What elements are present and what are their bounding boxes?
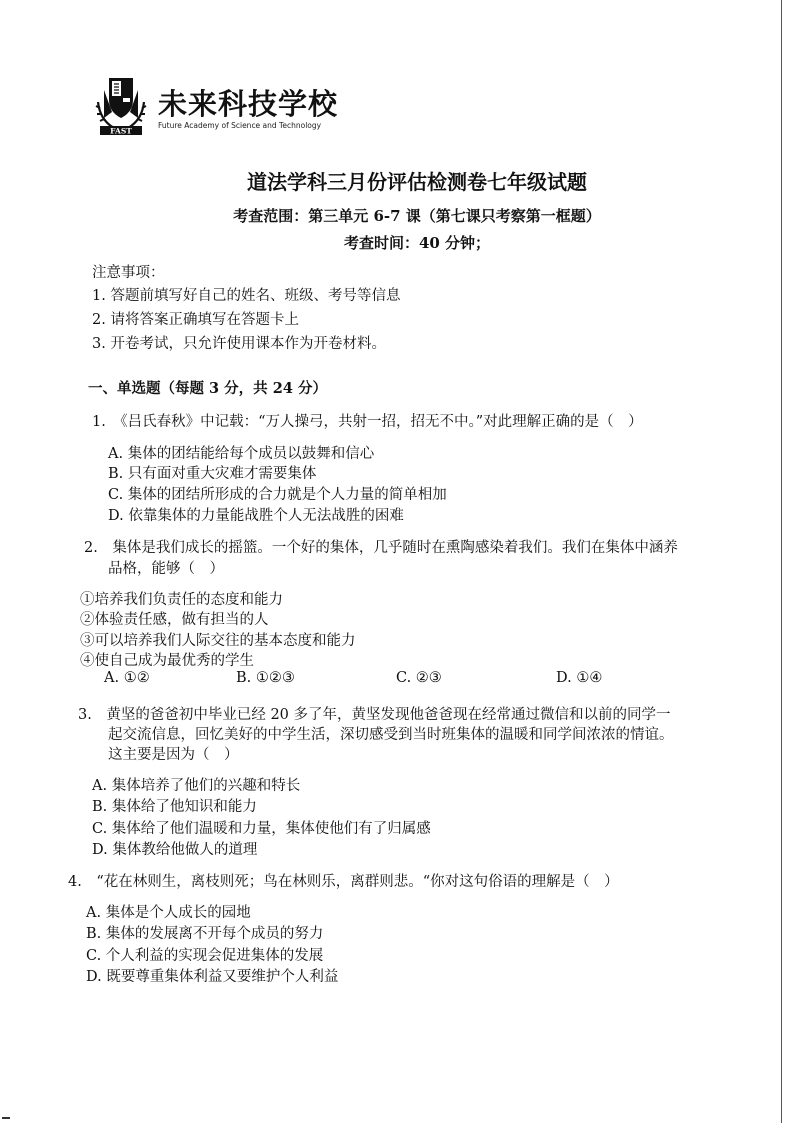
question-1-option-c: C. 集体的团结所形成的合力就是个人力量的简单相加 bbox=[108, 487, 447, 503]
question-2-option-c: C. ②③ bbox=[396, 670, 442, 686]
question-1-option-a: A. 集体的团结能给每个成员以鼓舞和信心 bbox=[108, 446, 375, 462]
scan-mark bbox=[2, 1117, 10, 1119]
question-3-stem: 3. 黄坚的爸爸初中毕业已经 20 多了年，黄坚发现他爸爸现在经常通过微信和以前的同学一 bbox=[78, 707, 671, 723]
note-item: 3. 开卷考试，只允许使用课本作为开卷材料。 bbox=[92, 336, 386, 352]
school-name: 未来科技学校 bbox=[158, 87, 339, 121]
section-heading: 一、单选题（每题 3 分，共 24 分） bbox=[88, 380, 327, 397]
question-1-option-b: B. 只有面对重大灾难才需要集体 bbox=[108, 466, 317, 482]
exam-time: 考查时间：40 分钟； bbox=[343, 234, 491, 252]
question-3-option-a: A. 集体培养了他们的兴趣和特长 bbox=[92, 778, 301, 794]
question-2-stem-cont: 品格，能够（ ） bbox=[108, 561, 224, 577]
question-4-option-b: B. 集体的发展离不开每个成员的努力 bbox=[86, 926, 324, 942]
question-2-option-b: B. ①②③ bbox=[236, 670, 295, 686]
question-3-stem-cont: 起交流信息，回忆美好的中学生活，深切感受到当时班集体的温暖和同学间浓浓的情谊。 bbox=[108, 727, 674, 743]
question-2-statement: ②体验责任感，做有担当的人 bbox=[80, 612, 269, 628]
question-3-option-c: C. 集体给了他们温暖和力量，集体使他们有了归属感 bbox=[92, 821, 431, 837]
question-4-stem: 4. “花在林则生，离枝则死；鸟在林则乐，离群则悲。“你对这句俗语的理解是（ ） bbox=[68, 874, 619, 890]
question-1-stem: 1. 《吕氏春秋》中记载：“万人操弓，共射一招，招无不中。”对此理解正确的是（ ） bbox=[92, 414, 643, 430]
question-2-stem: 2. 集体是我们成长的摇篮。一个好的集体，几乎随时在熏陶感染着我们。我们在集体中涵养 bbox=[84, 540, 678, 556]
logo-fast-text: FAST bbox=[110, 126, 132, 136]
question-3-option-b: B. 集体给了他知识和能力 bbox=[92, 799, 257, 815]
school-logo-icon bbox=[88, 72, 154, 136]
school-english-name: Future Academy of Science and Technology bbox=[158, 121, 322, 130]
question-4-option-d: D. 既要尊重集体利益又要维护个人利益 bbox=[86, 969, 339, 985]
question-2-option-d: D. ①④ bbox=[556, 670, 603, 686]
note-item: 1. 答题前填写好自己的姓名、班级、考号等信息 bbox=[92, 288, 401, 304]
question-1-option-d: D. 依靠集体的力量能战胜个人无法战胜的困难 bbox=[108, 508, 404, 524]
notes-heading: 注意事项： bbox=[92, 265, 165, 281]
exam-title: 道法学科三月份评估检测卷七年级试题 bbox=[247, 170, 587, 194]
question-3-stem-cont: 这主要是因为（ ） bbox=[108, 747, 239, 763]
exam-scope: 考查范围：第三单元 6-7 课（第七课只考察第一框题） bbox=[233, 207, 601, 225]
question-3-option-d: D. 集体教给他做人的道理 bbox=[92, 842, 258, 858]
question-2-option-a: A. ①② bbox=[104, 670, 150, 686]
note-item: 2. 请将答案正确填写在答题卡上 bbox=[92, 312, 299, 328]
question-2-statement: ③可以培养我们人际交往的基本态度和能力 bbox=[80, 633, 356, 649]
question-2-statement: ④使自己成为最优秀的学生 bbox=[80, 653, 254, 669]
question-4-option-a: A. 集体是个人成长的园地 bbox=[86, 905, 251, 921]
question-2-statement: ①培养我们负责任的态度和能力 bbox=[80, 592, 283, 608]
question-4-option-c: C. 个人利益的实现会促进集体的发展 bbox=[86, 948, 324, 964]
